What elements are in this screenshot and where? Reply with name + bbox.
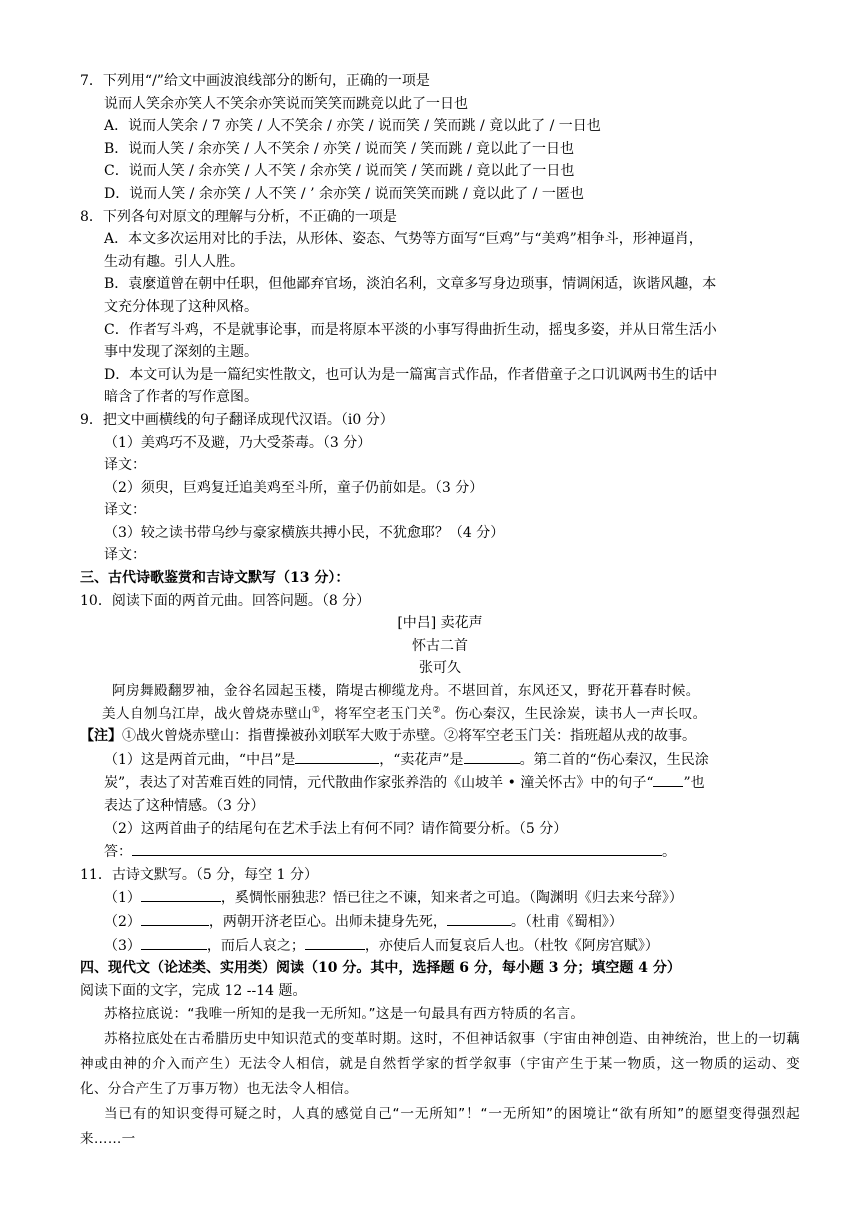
answer-blank[interactable] [653, 771, 683, 787]
q11-line-1-text: ，奚惆怅丽独悲？悟已往之不谏，知来者之可追。（陶渊明《归去来兮辞》） [220, 890, 683, 907]
q8-option-a-line1: A．本文多次运用对比的手法，从形体、姿态、气势等方面写“巨鸡”与“美鸡”相争斗，形神逼肖， [104, 231, 703, 248]
answer-blank[interactable] [447, 910, 511, 926]
answer-blank[interactable] [141, 910, 209, 926]
q9-stem: 9．把文中画横线的句子翻译成现代汉语。（i0 分） [80, 411, 394, 428]
q10-stem: 10．阅读下面的两首元曲。回答问题。（8 分） [80, 592, 371, 609]
q11-line-2-text-b: 。（杜甫《蜀相》） [510, 913, 623, 930]
q8-option-a-line2: 生动有趣。引人人胜。 [104, 253, 244, 270]
q10-sub1-line1 [80, 748, 800, 772]
q9-translation-label-3: 译文： [104, 547, 146, 564]
q9-sentence-3: （3）较之读书带乌纱与豪家横族共搏小民，不犹愈耶？（4 分） [104, 524, 505, 541]
q7-text: 说而人笑余亦笑人不笑余亦笑说而笑笑而跳竞以此了一日也 [104, 95, 468, 112]
q10-answer-line [80, 840, 800, 864]
q10-sub1-text-d: 炭”，表达了对苦难百姓的同情，元代散曲作家张养浩的《山坡羊 • 潼关怀古》中的句子“ [104, 775, 654, 792]
q10-poem-author: 张可久 [419, 660, 461, 677]
answer-end-mark: 。 [662, 844, 676, 861]
q7-option-a: A．说而人笑余 / 7 亦笑 / 人不笑余 / 亦笑 / 说而笑 / 笑而跳 / 竟以此了 / 一日也 [104, 118, 601, 135]
q7-option-d: D．说而人笑 / 余亦笑 / 人不笑 / ’ 余亦笑 / 说而笑笑而跳 / 竟以此了 / 一匿也 [104, 185, 584, 202]
reading-paragraph-3: 当已有的知识变得可疑之时，人真的感觉自己“一无所知”！“一无所知”的困境让“欲有所知”的愿望变得强烈起来……一 [80, 1106, 800, 1148]
answer-label: 答： [104, 844, 132, 861]
q7-option-c: C．说而人笑 / 余亦笑 / 人不笑 / 余亦笑 / 说而笑 / 笑而跳 / 竟以此了一日也 [104, 163, 575, 180]
q11-line-2 [80, 910, 800, 934]
answer-blank[interactable] [141, 934, 207, 950]
q10-sub1-line2 [80, 771, 800, 795]
q11-line-1 [80, 886, 800, 910]
q9-sentence-2: （2）须臾，巨鸡复迁追美鸡至斗所，童子仍前如是。（3 分） [104, 479, 484, 496]
reading-intro: 阅读下面的文字，完成 12 --14 题。 [80, 982, 307, 999]
q10-poem-2 [80, 703, 800, 726]
q10-note [80, 725, 800, 748]
q11-line-2-num: （2） [104, 913, 141, 930]
q11-line-3 [80, 934, 800, 958]
q10-poem-2-part-b: ，将军空老玉门关 [320, 705, 433, 722]
q10-sub2: （2）这两首曲子的结尾句在艺术手法上有何不同？请作简要分析。（5 分） [104, 820, 568, 837]
q11-line-3-num: （3） [104, 937, 141, 954]
q10-sub1-text-c: 。第二首的“伤心秦汉，生民涂 [519, 751, 709, 768]
q10-sub1-text-b: ，“卖花声”是 [379, 751, 464, 768]
q8-option-b-line1: B．袁麼道曾在朝中任职，但他鄙弃官场，淡泊名利，文章多写身边琐事，情调闲适，诙谐风趣，本 [104, 276, 717, 293]
reading-paragraph-1: 苏格拉底说：“我唯一所知的是我一无所知。”这是一句最具有西方特质的名言。 [104, 1006, 585, 1023]
q10-poem-2-part-c: 。伤心秦汉，生民涂炭，读书人一声长叹。 [440, 705, 707, 722]
note-text: ①战火曾烧赤壁山：指曹操被孙刘联军大败于赤壁。②将军空老玉门关：指班超从戎的故事。 [122, 728, 696, 745]
reading-paragraph-2: 苏格拉底处在古希腊历史中知识范式的变革时期。这时，不但神话叙事（宇宙由神创造、由神统治，世上的一切藕神或由神的介入而产生）无法令人相信，就是自然哲学家的哲学叙事（宇宙产生于某一物质，这一物质的运动、变化、分合产生了万事万物）也无法令人相信。 [80, 1031, 800, 1098]
q11-stem: 11．古诗文默写。（5 分，每空 1 分） [80, 866, 318, 883]
q11-line-1-num: （1） [104, 890, 141, 907]
q8-option-d-line2: 暗含了作者的写作意图。 [104, 389, 258, 406]
q10-poem-subtitle: 怀古二首 [412, 637, 468, 654]
q8-option-b-line2: 文充分体现了这种风格。 [104, 298, 258, 315]
q10-sub1-text-a: （1）这是两首元曲，“中吕”是 [104, 751, 296, 768]
q7-stem: 7．下列用“/”给文中画波浪线部分的断句，正确的一项是 [80, 73, 430, 89]
answer-blank[interactable] [141, 886, 221, 902]
q11-line-3-text-a: ，而后人哀之； [206, 937, 305, 954]
answer-blank[interactable] [305, 934, 365, 950]
q7-option-b: B．说而人笑 / 余亦笑 / 人不笑余 / 亦笑 / 说而笑 / 笑而跳 / 竟以此了一日也 [104, 140, 574, 157]
q8-option-d-line1: D．本文可认为是一篇纪实性散文，也可认为是一篇寓言式作品，作者借童子之口讥讽两书生的话中 [104, 366, 718, 383]
footnote-mark-1: ① [311, 705, 321, 716]
q10-poem-2-part-a: 美人自刎乌江岸，战火曾烧赤壁山 [102, 705, 312, 722]
answer-blank[interactable] [464, 748, 520, 764]
answer-blank[interactable] [132, 840, 662, 856]
q9-translation-label-1: 译文： [104, 457, 146, 474]
section-3-heading: 三、古代诗歌鉴赏和吉诗文默写（13 分）： [80, 570, 350, 587]
answer-blank[interactable] [295, 748, 379, 764]
q8-option-c-line2: 事中发现了深刻的主题。 [104, 344, 258, 361]
q10-sub1-line3: 表达了这种情感。（3 分） [104, 798, 265, 814]
note-label: 【注】 [80, 728, 122, 745]
q10-sub1-text-e: ”也 [683, 775, 705, 792]
section-4-heading: 四、现代文（论述类、实用类）阅读（10 分。其中，选择题 6 分，每小题 3 分；填空题 4 分） [80, 960, 681, 977]
q8-option-c-line1: C．作者写斗鸡，不是就事论事，而是将原本平淡的小事写得曲折生动，摇曳多姿，并从日常生活小 [104, 321, 717, 338]
q9-translation-label-2: 译文： [104, 502, 146, 519]
q11-line-3-text-b: ，亦使后人而复哀后人也。（杜牧《阿房宫赋》） [364, 937, 659, 954]
q10-poem-title: [中吕] 卖花声 [397, 615, 483, 632]
footnote-mark-2: ② [432, 705, 441, 716]
q10-poem-1: 阿房舞殿翻罗袖，金谷名园起玉楼，隋堤古柳缆龙舟。不堪回首，东风还又，野花开暮春时候。 [112, 683, 700, 700]
q11-line-2-text-a: ，两朝开济老臣心。出师未捷身先死， [208, 913, 447, 930]
q8-stem: 8．下列各句对原文的理解与分析，不正确的一项是 [80, 208, 397, 225]
q9-sentence-1: （1）美鸡巧不及避，乃大受荼毒。（3 分） [104, 434, 372, 451]
